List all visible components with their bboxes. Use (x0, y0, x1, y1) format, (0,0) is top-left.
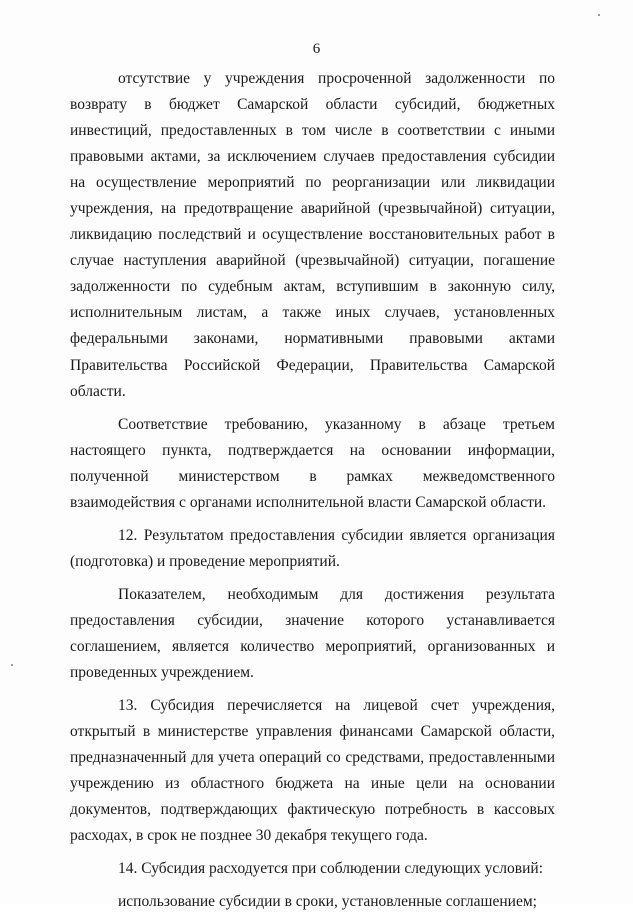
paragraph-item-13-transfer: 13. Субсидия перечисляется на лицевой счет учреждения, открытый в министерстве управления финансами Самарской области, предназначенный для учета операций со средствами, предоставленными учреждению из областного бюджета на иные цели на основании документов, подтверждающих фактическую потребность в кассовых расходах, в срок не позднее 30 декабря текущего года. (70, 697, 555, 845)
page-number: 6 (312, 41, 321, 57)
paragraph-no-overdue-debt: отсутствие у учреждения просроченной задолженности по возврату в бюджет Самарской области субсидий, бюджетных инвестиций, предоставленных в том числе в соответствии с иными правовыми актами, за исключением случаев предоставления субсидии на осуществление мероприятий по реорганизации или ликвидации учреждения, на предотвращение аварийной (чрезвычайной) ситуации, ликвидацию последствий и осуществление восстановительных работ в случае наступления аварийной (чрезвычайной) ситуации, погашение задолженности по судебным актам, вступившим в законную силу, исполнительным листам, а также иных случаев, установленных федеральными законами, нормативными правовыми актами Правительства Российской Федерации, Правительства Самарской области. (70, 70, 555, 400)
paragraph-item-12-result: 12. Результатом предоставления субсидии является организация (подготовка) и проведение мероприятий. (70, 526, 555, 570)
paragraph-item-14-conditions: 14. Субсидия расходуется при соблюдении следующих условий: (118, 860, 544, 878)
scan-speck (11, 664, 13, 666)
scan-speck (598, 14, 600, 16)
paragraph-requirement-confirmation: Соответствие требованию, указанному в абзаце третьем настоящего пункта, подтверждается на основании информации, полученной министерством в рамках межведомственного взаимодействия с органами исполнительной власти Самарской области. (70, 415, 555, 511)
document-body (70, 66, 555, 915)
paragraph-usage-terms: использование субсидии в сроки, установленные соглашением; (118, 893, 537, 911)
paragraph-indicator: Показателем, необходимым для достижения результата предоставления субсидии, значение которого устанавливается соглашением, является количество мероприятий, организованных и проведенных учреждением. (70, 585, 555, 682)
